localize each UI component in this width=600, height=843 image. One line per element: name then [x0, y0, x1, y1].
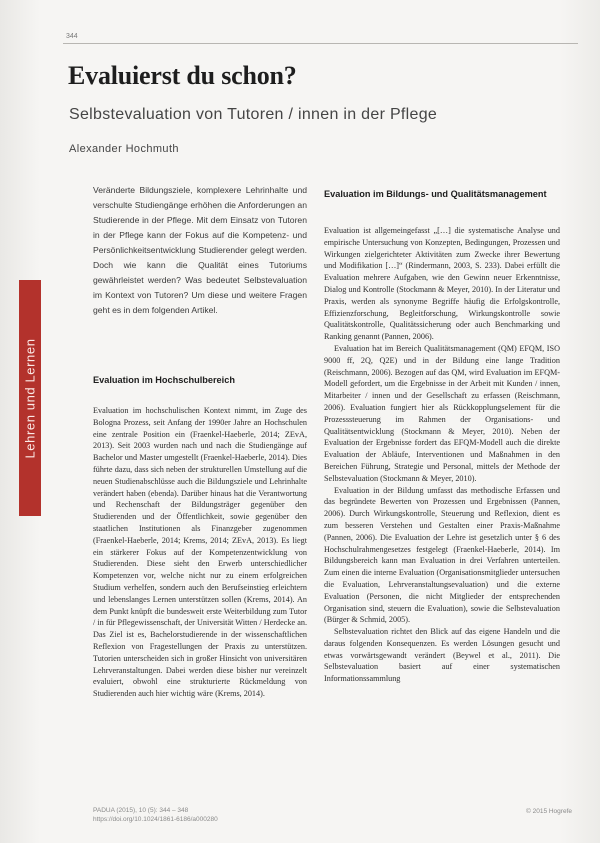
body-paragraph: Evaluation ist allgemeingefasst „[…] die systematische Analyse und empirische Untersuchung von Konzepten, Bedingungen, Prozessen und Wirkungen zielgerichteter Aktivitäten zum Zwecke ihrer Bewertung und Modifikation […]“ (Rindermann, 2003, S. 233). Dabei erfüllt die Evaluation mehrere Aufgaben, wie den Gewinn neuer Erkenntnisse, Dialog und Kontrolle (Stockmann & Meyer, 2010). In der Literatur und Praxis, werden als synonyme Begriffe häufig die Erfolgskontrolle, Effizienzforschung, Begleitforschung, Wirkungskontrolle sowie Qualitätskontrolle, Qualitätssicherung oder auch Benchmarking und Ranking genannt (Pannen, 2006). — [324, 226, 560, 342]
footer-publisher: © 2015 Hogrefe — [526, 808, 572, 815]
body-paragraph: Evaluation im hochschulischen Kontext nimmt, im Zuge des Bologna Prozess, seit Anfang der 1990er Jahre an Hochschulen eine zentrale Position ein (Fraenkel-Haeberle, 2014; ZEvA, 2013). Seit 2003 wurden nach und nach die Studiengänge auf Bachelor und Master umgestellt (Fraenkel-Haeberle, 2014). Dies führte dazu, dass sich neben der strukturellen Umstellung auf die neuen Studienabschlüsse auch die Bildungsziele und Lehrinhalte verändert haben (ebenda). Darüber hinaus hat die Verantwortung und Rechenschaft der Bildungsträger gegenüber den Studierenden und der Öffentlichkeit, sowie gegenüber den staatlichen Institutionen als Finanzgeber zugenommen (Fraenkel-Haeberle, 2014; Krems, 2014; ZEvA, 2013). Es liegt ein stärkerer Fokus auf der Kompetenzentwicklung von Studierenden. Diese sieht den Erwerb unterschiedlicher Kompetenzen vor, welche nicht nur zu einem erfolgreichen Studium verhelfen, sondern auch den Berufseinstieg erleichtern und lebenslanges Lernen unterstützen sollen (Krems, 2014). An dem Punkt knüpft die bundesweit erste Weiterbildung zum Tutor / in für Pflegewissenschaft, der Universität Witten / Herdecke an. Das Ziel ist es, Bachelorstudierende in der wissenschaftlichen Reflexion von Fragestellungen der Praxis zu unterstützen. Tutorien unterscheiden sich in großer Hinsicht von universitären Lehrveranstaltungen. Dabei werden diese bisher nur vereinzelt evaluiert, obwohl eine strukturierte Rückmeldung von Studierenden auch hier wichtig wäre (Krems, 2014). — [93, 406, 307, 699]
article-subtitle: Selbstevaluation von Tutoren / innen in der Pflege — [69, 106, 438, 123]
body-paragraph: Selbstevaluation richtet den Blick auf das eigene Handeln und die daraus folgenden Konsequenzen. Es werden Lösungen gesucht und etwas vorwärtsgewandt verändert (Beywel et al., 2011). Die Selbstevaluation basiert auf einer systematischen Informationssammlung — [324, 627, 560, 684]
body-column-left — [93, 405, 307, 700]
header-rule — [63, 43, 578, 44]
body-paragraph: Evaluation in der Bildung umfasst das methodische Erfassen und das begründete Bewerten von Prozessen und Ergebnissen (Pannen, 2006). Durch Wirkungskontrolle, Steuerung und Reflexion, dient es zum besseren Verstehen und Gestalten einer Praxis-Maßnahme (Pannen, 2006). Die Evaluation der Lehre ist gesetzlich unter § 6 des Hochschulrahmengesetzes festgelegt (Fraenkel-Haeberle, 2014). Im Bildungsbereich kann man Evaluation in drei Verfahren unterteilen. Zum einen die interne Evaluation (Organisationsmitglieder untersuchen die Evaluation, Lehrveranstaltungsevaluation) und die externe Evaluation (Personen, die nicht Mitglieder der entsprechenden Organisation sind, steuern die Evaluation), sowie die Selbstevaluation (Bürger & Schmid, 2005). — [324, 485, 560, 625]
article-title: Evaluierst du schon? — [68, 61, 297, 90]
footer-doi-line: https://doi.org/10.1024/1861-6186/a000280 — [93, 816, 218, 823]
section-side-label-text: Lehren und Lernen — [22, 337, 38, 459]
body-column-right — [324, 225, 560, 685]
section-heading-left: Evaluation im Hochschulbereich — [93, 375, 235, 385]
section-heading-right: Evaluation im Bildungs- und Qualitätsmanagement — [324, 189, 547, 199]
section-side-label — [19, 280, 41, 516]
footer-citation — [93, 806, 218, 824]
article-author: Alexander Hochmuth — [69, 143, 179, 155]
footer-journal-line: PADUA (2015), 10 (5): 344 – 348 — [93, 807, 189, 814]
article-abstract: Veränderte Bildungsziele, komplexere Lehrinhalte und verschulte Studiengänge erhöhen die Anforderungen an Studierende in der Pflege. Mit dem Einsatz von Tutoren in der Pflege kann der Fokus auf die Kompetenz- und Persönlichkeitsentwicklung Studierender gelegt werden. Doch wie kann die Qualität eines Tutoriums gewährleistet werden? Was bedeutet Selbstevaluation im Kontext von Tutoren? Um diese und weitere Fragen geht es in dem folgenden Artikel. — [93, 185, 307, 315]
page-number: 344 — [66, 33, 78, 40]
body-paragraph: Evaluation hat im Bereich Qualitätsmanagement (QM) EFQM, ISO 9000 ff, 2Q, Q2E) und in der Bildung eine lange Tradition (Reischmann, 2006). Bezogen auf das QM, wird Evaluation im EFQM-Modell gefordert, um die Ergebnisse in der Arbeit mit Kunden / innen, Mitarbeiter / innen und der Gesellschaft zu erfassen (Reischmann, 2006). Evaluation fungiert hier als Rückkopplungselement für die Prozesssteuerung im Rahmen der Organisations- und Qualitätsentwicklung (Stockmann & Meyer, 2010). Neben der Evaluation der Ergebnisse fordert das EFQM-Modell auch die direkte Evaluation der Abläufe, Interventionen und Maßnahmen in den Bereichen Führung, Strategie und Personal, mittels der Methode der Selbstevaluation (Stockmann & Meyer, 2010). — [324, 343, 560, 483]
